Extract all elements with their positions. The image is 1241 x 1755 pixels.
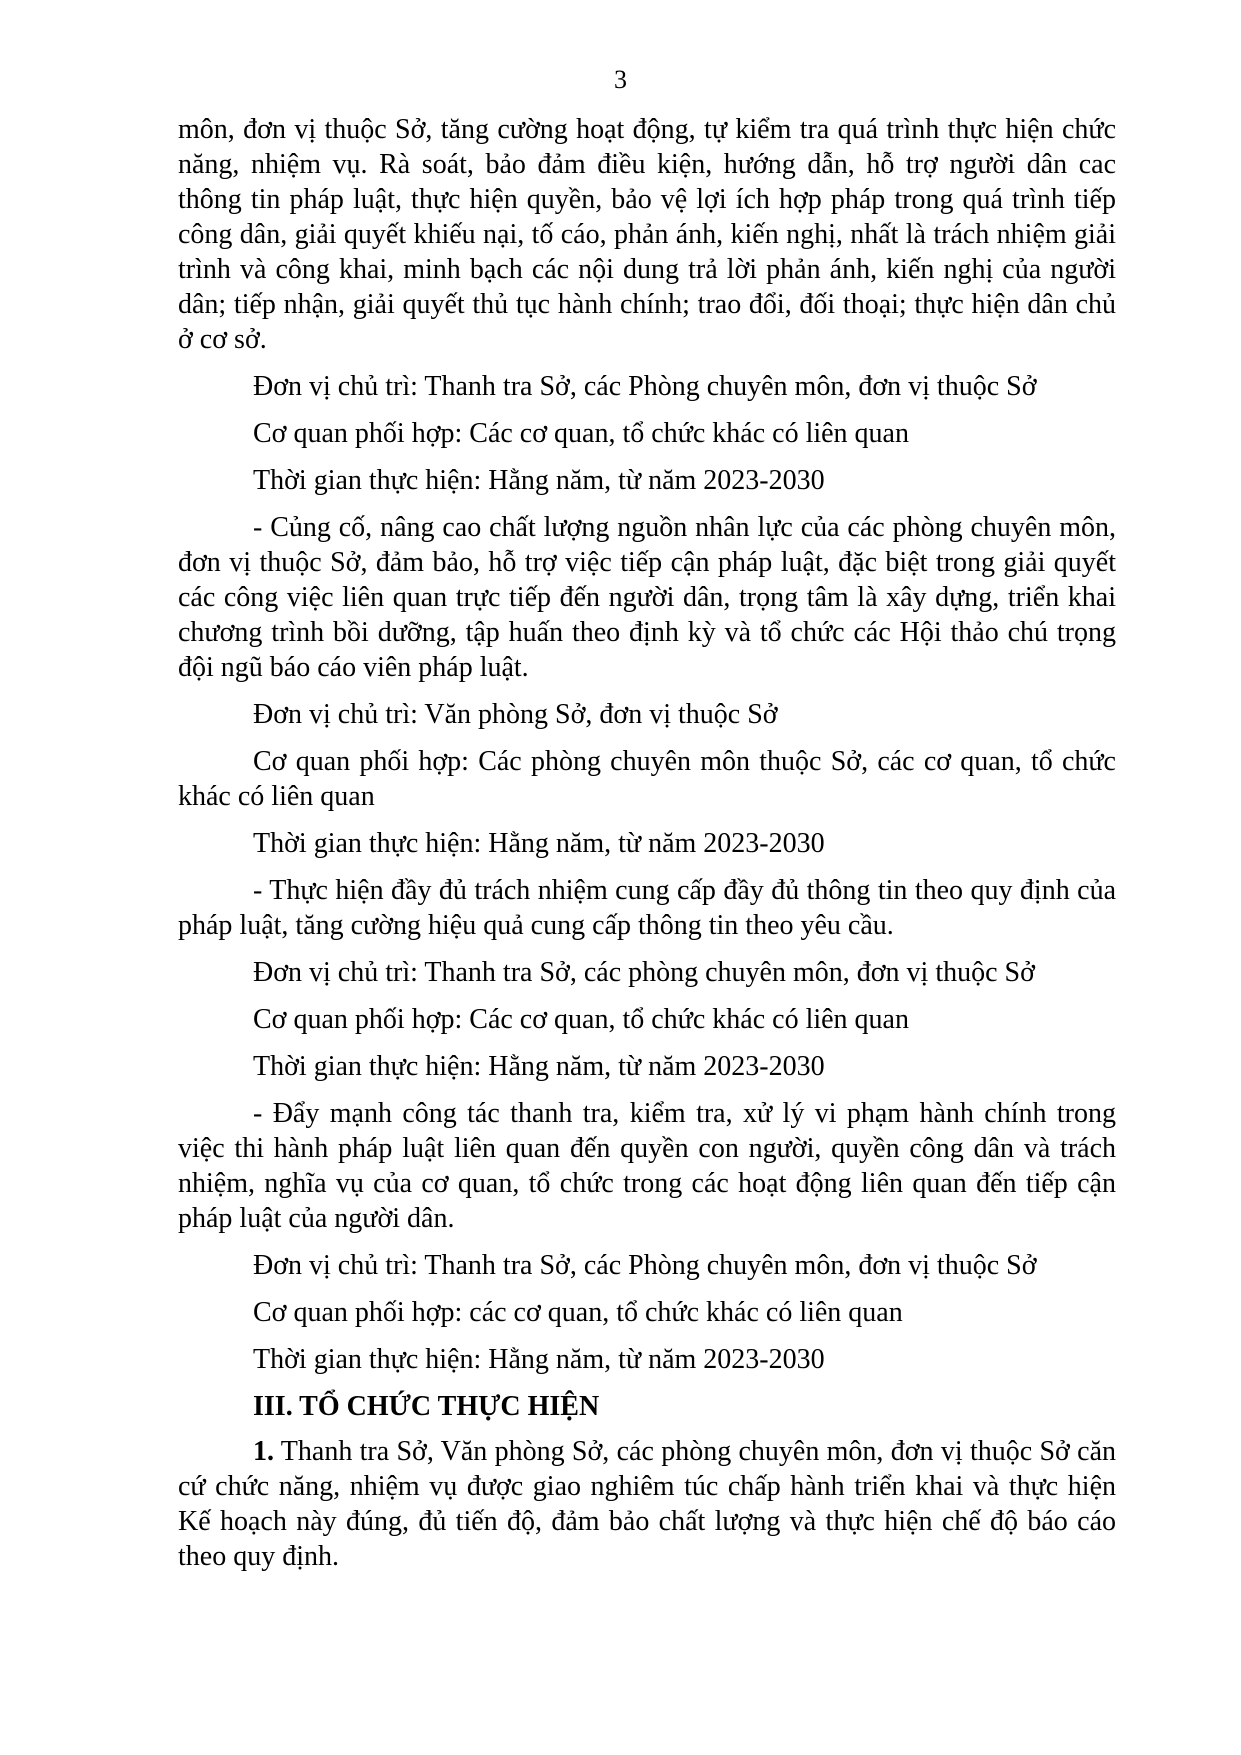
task-3-lead-unit: Đơn vị chủ trì: Thanh tra Sở, các phòng chuyên môn, đơn vị thuộc Sở bbox=[253, 957, 1035, 988]
task-2-description: - Củng cố, nâng cao chất lượng nguồn nhân lực của các phòng chuyên môn, đơn vị thuộc Sở, đảm bảo, hỗ trợ việc tiếp cận pháp luật, đặc biệt trong giải quyết các công việc liên quan trực tiếp đến người dân, trọng tâm là xây dựng, triển khai chương trình bồi dưỡng, tập huấn theo định kỳ và tổ chức các Hội thảo chú trọng đội ngũ báo cáo viên pháp luật. bbox=[178, 512, 1116, 683]
item-1-number: 1. bbox=[253, 1436, 274, 1467]
task-4-time: Thời gian thực hiện: Hằng năm, từ năm 2023-2030 bbox=[253, 1344, 825, 1375]
task-3-partner: Cơ quan phối hợp: Các cơ quan, tổ chức khác có liên quan bbox=[253, 1004, 909, 1035]
task-1-partner: Cơ quan phối hợp: Các cơ quan, tổ chức khác có liên quan bbox=[253, 418, 909, 449]
task-3-time: Thời gian thực hiện: Hằng năm, từ năm 2023-2030 bbox=[253, 1051, 825, 1082]
task-2-time: Thời gian thực hiện: Hằng năm, từ năm 2023-2030 bbox=[253, 828, 825, 859]
task-3-description: - Thực hiện đầy đủ trách nhiệm cung cấp đầy đủ thông tin theo quy định của pháp luật, tăng cường hiệu quả cung cấp thông tin theo yêu cầu. bbox=[178, 875, 1116, 941]
task-2-lead-unit: Đơn vị chủ trì: Văn phòng Sở, đơn vị thuộc Sở bbox=[253, 699, 778, 730]
item-1-paragraph bbox=[178, 1434, 1116, 1574]
task-1-time: Thời gian thực hiện: Hằng năm, từ năm 2023-2030 bbox=[253, 465, 825, 496]
document-body bbox=[178, 112, 1116, 1586]
section-heading: III. TỔ CHỨC THỰC HIỆN bbox=[253, 1391, 600, 1422]
page-number: 3 bbox=[614, 65, 627, 94]
task-4-partner: Cơ quan phối hợp: các cơ quan, tổ chức khác có liên quan bbox=[253, 1297, 903, 1328]
task-4-description: - Đẩy mạnh công tác thanh tra, kiểm tra, xử lý vi phạm hành chính trong việc thi hành pháp luật liên quan đến quyền con người, quyền công dân và trách nhiệm, nghĩa vụ của cơ quan, tổ chức trong các hoạt động liên quan đến tiếp cận pháp luật của người dân. bbox=[178, 1098, 1116, 1234]
item-1-text: Thanh tra Sở, Văn phòng Sở, các phòng chuyên môn, đơn vị thuộc Sở căn cứ chức năng, nhiệm vụ được giao nghiêm túc chấp hành triển khai và thực hiện Kế hoạch này đúng, đủ tiến độ, đảm bảo chất lượng và thực hiện chế độ báo cáo theo quy định. bbox=[178, 1436, 1116, 1572]
task-1-lead-unit: Đơn vị chủ trì: Thanh tra Sở, các Phòng chuyên môn, đơn vị thuộc Sở bbox=[253, 371, 1037, 402]
task-4-lead-unit: Đơn vị chủ trì: Thanh tra Sở, các Phòng chuyên môn, đơn vị thuộc Sở bbox=[253, 1250, 1037, 1281]
intro-paragraph: môn, đơn vị thuộc Sở, tăng cường hoạt động, tự kiểm tra quá trình thực hiện chức năng, nhiệm vụ. Rà soát, bảo đảm điều kiện, hướng dẫn, hỗ trợ người dân cac thông tin pháp luật, thực hiện quyền, bảo vệ lợi ích hợp pháp trong quá trình tiếp công dân, giải quyết khiếu nại, tố cáo, phản ánh, kiến nghị, nhất là trách nhiệm giải trình và công khai, minh bạch các nội dung trả lời phản ánh, kiến nghị của người dân; tiếp nhận, giải quyết thủ tục hành chính; trao đổi, đối thoại; thực hiện dân chủ ở cơ sở. bbox=[178, 114, 1116, 355]
task-2-partner: Cơ quan phối hợp: Các phòng chuyên môn thuộc Sở, các cơ quan, tổ chức khác có liên quan bbox=[178, 746, 1116, 812]
